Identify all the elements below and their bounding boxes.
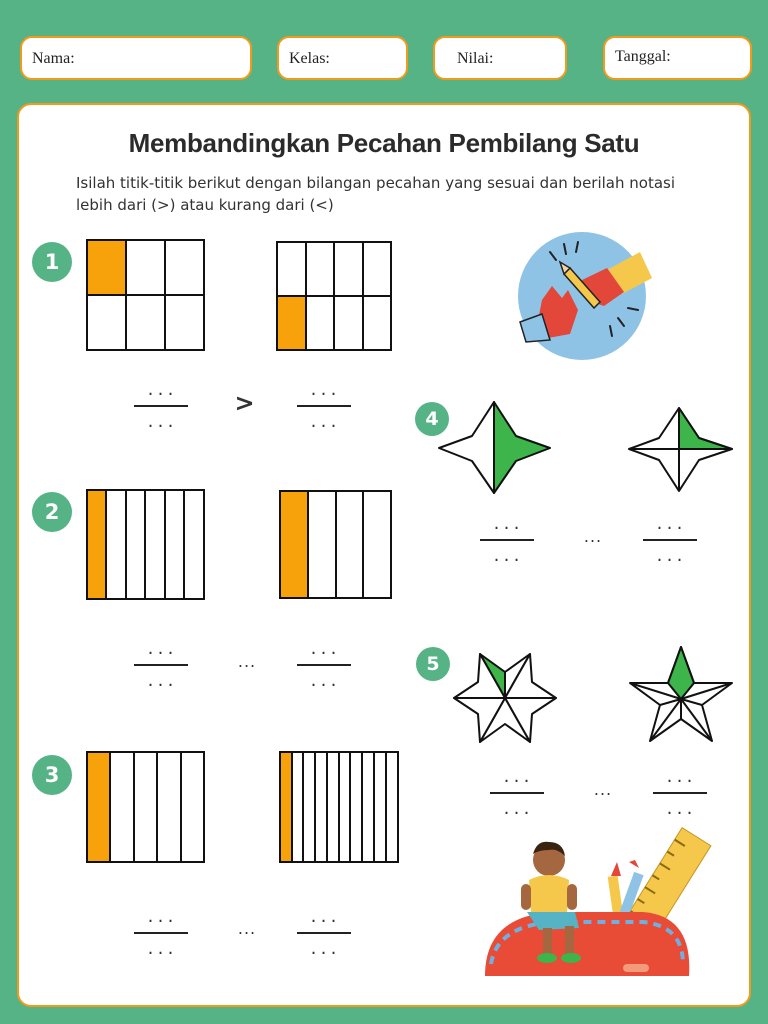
numerator-blank[interactable]: ...	[501, 768, 533, 786]
class-label: Kelas:	[289, 50, 330, 67]
problem-number-5: 5	[416, 647, 450, 681]
class-field[interactable]	[277, 36, 408, 80]
denominator-blank[interactable]: ...	[145, 672, 177, 690]
comparison-3[interactable]: ...	[237, 919, 257, 938]
fraction-answer-4a[interactable]	[480, 507, 534, 573]
numerator-blank[interactable]: ...	[145, 640, 177, 658]
comparison-5[interactable]: ...	[593, 780, 613, 799]
fraction-answer-3b[interactable]	[297, 900, 351, 966]
bar-fraction-fifths	[86, 751, 206, 864]
hand-pencil-illustration	[512, 230, 660, 365]
bar-fraction-sixths	[86, 489, 206, 601]
instructions: Isilah titik-titik berikut dengan bilangan pecahan yang sesuai dan berilah notasi lebih dari (>) atau kurang dari (<)	[76, 174, 676, 214]
numerator-blank[interactable]: ...	[491, 515, 523, 533]
comparison-1: >	[234, 389, 256, 417]
shaded-cell	[679, 408, 732, 449]
numerator-blank[interactable]: ...	[145, 381, 177, 399]
fraction-answer-5a[interactable]	[490, 760, 544, 826]
bar-fraction-fourths	[279, 490, 393, 600]
denominator-blank[interactable]: ...	[145, 940, 177, 958]
name-label: Nama:	[32, 50, 75, 67]
denominator-blank[interactable]: ...	[308, 940, 340, 958]
fraction-answer-4b[interactable]	[643, 507, 697, 573]
numerator-blank[interactable]: ...	[308, 381, 340, 399]
fraction-answer-2b[interactable]	[297, 632, 351, 698]
shaded-cell	[494, 402, 550, 493]
hexstar-fraction-sixth	[450, 652, 560, 744]
grid-fraction-sixths	[86, 239, 206, 352]
comparison-4[interactable]: ...	[583, 527, 603, 546]
name-field[interactable]	[20, 36, 252, 80]
numerator-blank[interactable]: ...	[308, 908, 340, 926]
date-label: Tanggal:	[615, 48, 671, 65]
fraction-answer-1a[interactable]	[134, 373, 188, 439]
denominator-blank[interactable]: ...	[145, 413, 177, 431]
star-fraction-half	[438, 401, 554, 497]
problem-number-1: 1	[32, 242, 72, 282]
comparison-2[interactable]: ...	[237, 652, 257, 671]
fraction-answer-2a[interactable]	[134, 632, 188, 698]
score-field[interactable]	[433, 36, 567, 80]
shaded-cell	[87, 490, 106, 599]
grid-fraction-eighths	[276, 241, 394, 352]
boy-pencil-case-illustration	[483, 836, 715, 986]
date-field[interactable]	[603, 36, 752, 80]
numerator-blank[interactable]: ...	[654, 515, 686, 533]
fraction-answer-5b[interactable]	[653, 760, 707, 826]
denominator-blank[interactable]: ...	[664, 800, 696, 818]
shaded-cell	[87, 240, 126, 295]
denominator-blank[interactable]: ...	[308, 413, 340, 431]
denominator-blank[interactable]: ...	[654, 547, 686, 565]
denominator-blank[interactable]: ...	[491, 547, 523, 565]
problem-number-4: 4	[415, 402, 449, 436]
numerator-blank[interactable]: ...	[664, 768, 696, 786]
fraction-answer-3a[interactable]	[134, 900, 188, 966]
numerator-blank[interactable]: ...	[145, 908, 177, 926]
shaded-cell	[280, 491, 308, 598]
page-title: Membandingkan Pecahan Pembilang Satu	[128, 128, 640, 158]
fraction-answer-1b[interactable]	[297, 373, 351, 439]
denominator-blank[interactable]: ...	[308, 672, 340, 690]
score-label: Nilai:	[457, 50, 494, 67]
pentastar-fraction-fifth	[626, 645, 736, 745]
shaded-cell	[87, 752, 110, 862]
star-fraction-quarter	[627, 406, 735, 494]
denominator-blank[interactable]: ...	[501, 800, 533, 818]
numerator-blank[interactable]: ...	[308, 640, 340, 658]
bar-fraction-tenths	[279, 751, 400, 864]
shaded-cell	[277, 296, 306, 350]
problem-number-3: 3	[32, 755, 72, 795]
shaded-cell	[280, 752, 292, 862]
problem-number-2: 2	[32, 492, 72, 532]
